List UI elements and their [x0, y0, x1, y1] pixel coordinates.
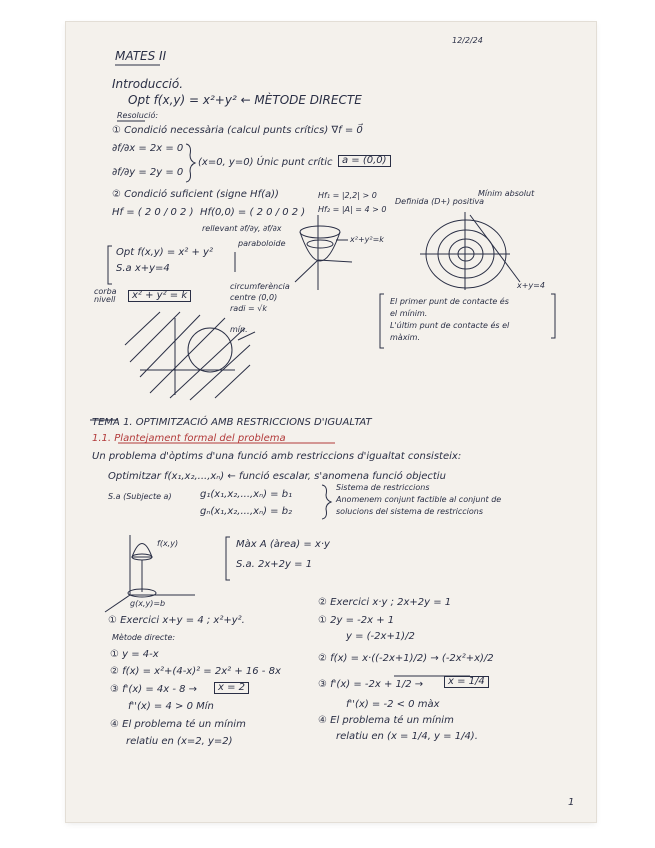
- system-note-1: Sistema de restriccions: [336, 483, 430, 492]
- df-dy: ∂f/∂y = 2y = 0: [112, 167, 184, 178]
- system-brace: [322, 485, 331, 519]
- critical-point-text: (x=0, y=0) Únic punt crític: [198, 157, 333, 168]
- date: 12/2/24: [452, 36, 483, 45]
- line-label: x+y=4: [517, 281, 545, 290]
- note-line-2: el mínim.: [390, 309, 428, 318]
- ex2-step1b: y = (-2x+1)/2: [346, 631, 415, 642]
- problem-line1: Opt f(x,y) = x² + y²: [116, 247, 213, 258]
- ex1-step1: ① y = 4-x: [110, 649, 159, 660]
- note-line-3: L'últim punt de contacte és el: [390, 321, 510, 330]
- ex2-step4: ④ El problema té un mínim: [318, 715, 454, 726]
- minor-1: Hf₁ = |2,2| > 0: [318, 191, 377, 200]
- ex1-step3: ③ f'(x) = 4x - 8 →: [110, 684, 198, 695]
- ex1-step3b: f''(x) = 4 > 0 Mín: [128, 701, 214, 712]
- ex1-step4b: relatiu en (x=2, y=2): [126, 736, 233, 747]
- note-bracket-left: [380, 294, 384, 348]
- note-line-4: màxim.: [390, 333, 420, 342]
- max-bracket: [226, 537, 230, 580]
- fxy-label: f(x,y): [157, 539, 179, 548]
- df-dx: ∂f/∂x = 2x = 0: [112, 143, 184, 154]
- critical-point-box: a = (0,0): [338, 155, 391, 167]
- hessian-at-a: Hf(0,0) = ( 2 0 / 0 2 ): [200, 207, 306, 218]
- constraint-g1: g₁(x₁,x₂,...,xₙ) = b₁: [200, 489, 293, 500]
- note-line-1: El primer punt de contacte és: [390, 297, 509, 306]
- ex2-step3b: f''(x) = -2 < 0 màx: [346, 699, 440, 710]
- hatch-min-label: mín.: [230, 325, 248, 334]
- system-note-2: Anomenem conjunt factible al conjunt de: [336, 495, 502, 504]
- ex1-result-box: x = 2: [214, 682, 249, 694]
- tema-para-1: Un problema d'òptims d'una funció amb restriccions d'igualtat consisteix:: [92, 451, 462, 462]
- ex2-step2: ② f(x) = x·((-2x+1)/2) → (-2x²+x)/2: [318, 653, 494, 664]
- page-title: MATES II: [115, 49, 167, 63]
- minimum-label: Mínim absolut: [478, 189, 535, 198]
- minor-2: Hf₂ = |A| = 4 > 0: [318, 205, 387, 214]
- resolucio-label: Resolució:: [117, 111, 159, 120]
- circle-equation-box: x² + y² = k: [128, 290, 191, 302]
- intro-heading: Introducció.: [112, 77, 184, 91]
- gxy-label: g(x,y)=b: [130, 599, 166, 608]
- circle-desc-1: circumferència: [230, 282, 290, 291]
- step1-text: ① Condició necessària (calcul punts crítics) ∇f = 0⃗: [112, 125, 363, 136]
- corba-label: corba nivell: [94, 287, 117, 304]
- tema-para-2: Optimitzar f(x₁,x₂,...,xₙ) ← funció escalar, s'anomena funció objectiu: [108, 471, 446, 482]
- ex2-step4b: relatiu en (x = 1/4, y = 1/4).: [336, 731, 478, 742]
- note-bracket-right: [551, 294, 555, 338]
- paraboloid-sketch: [295, 215, 352, 290]
- max-sa-line: S.a. 2x+2y = 1: [236, 559, 313, 570]
- deriv-note: rellevant ∂f/∂y, ∂f/∂x: [202, 224, 282, 233]
- circle-desc-2: centre (0,0): [230, 293, 278, 302]
- max-area-line: Màx A (àrea) = x·y: [236, 539, 330, 550]
- ex1-method: Mètode directe:: [112, 633, 176, 642]
- problem-bracket: [108, 246, 112, 284]
- problem-line2: S.a x+y=4: [116, 263, 170, 274]
- constraint-gn: gₙ(x₁,x₂,...,xₙ) = b₂: [200, 506, 293, 517]
- circle-desc-3: radi = √k: [230, 304, 268, 313]
- ex1-step2: ② f(x) = x²+(4-x)² = 2x² + 16 - 8x: [110, 666, 281, 677]
- partials-brace: [186, 144, 195, 182]
- tema-subtitle: 1.1. Plantejament formal del problema: [92, 433, 286, 444]
- ex2-step1: ① 2y = -2x + 1: [318, 615, 395, 626]
- definite-label: Definida (D+) positiva: [395, 197, 485, 206]
- tema-title: TEMA 1. OPTIMITZACIÓ AMB RESTRICCIONS D'IGUALTAT: [92, 417, 372, 428]
- sa-label: S.a (Subjecte a): [108, 492, 172, 501]
- hessian: Hf = ( 2 0 / 0 2 ): [112, 207, 194, 218]
- ex1-title: ① Exercici x+y = 4 ; x²+y².: [108, 615, 245, 626]
- intro-opt: Opt f(x,y) = x²+y² ← MÈTODE DIRECTE: [128, 93, 362, 107]
- page-number: 1: [568, 797, 575, 808]
- ex1-step4: ④ El problema té un mínim: [110, 719, 246, 730]
- system-note-3: solucions del sistema de restriccions: [336, 507, 483, 516]
- level-curves-sketch: [420, 212, 520, 290]
- step2-text: ② Condició suficient (signe Hf(a)): [112, 189, 279, 200]
- plot-curve-label: x²+y²=k: [350, 235, 384, 244]
- ex2-result-box: x = 1/4: [444, 676, 489, 688]
- ex2-step3: ③ f'(x) = -2x + 1/2 →: [318, 679, 424, 690]
- ex2-title: ② Exercici x·y ; 2x+2y = 1: [318, 597, 452, 608]
- paraboloid-label: paraboloide: [238, 239, 286, 248]
